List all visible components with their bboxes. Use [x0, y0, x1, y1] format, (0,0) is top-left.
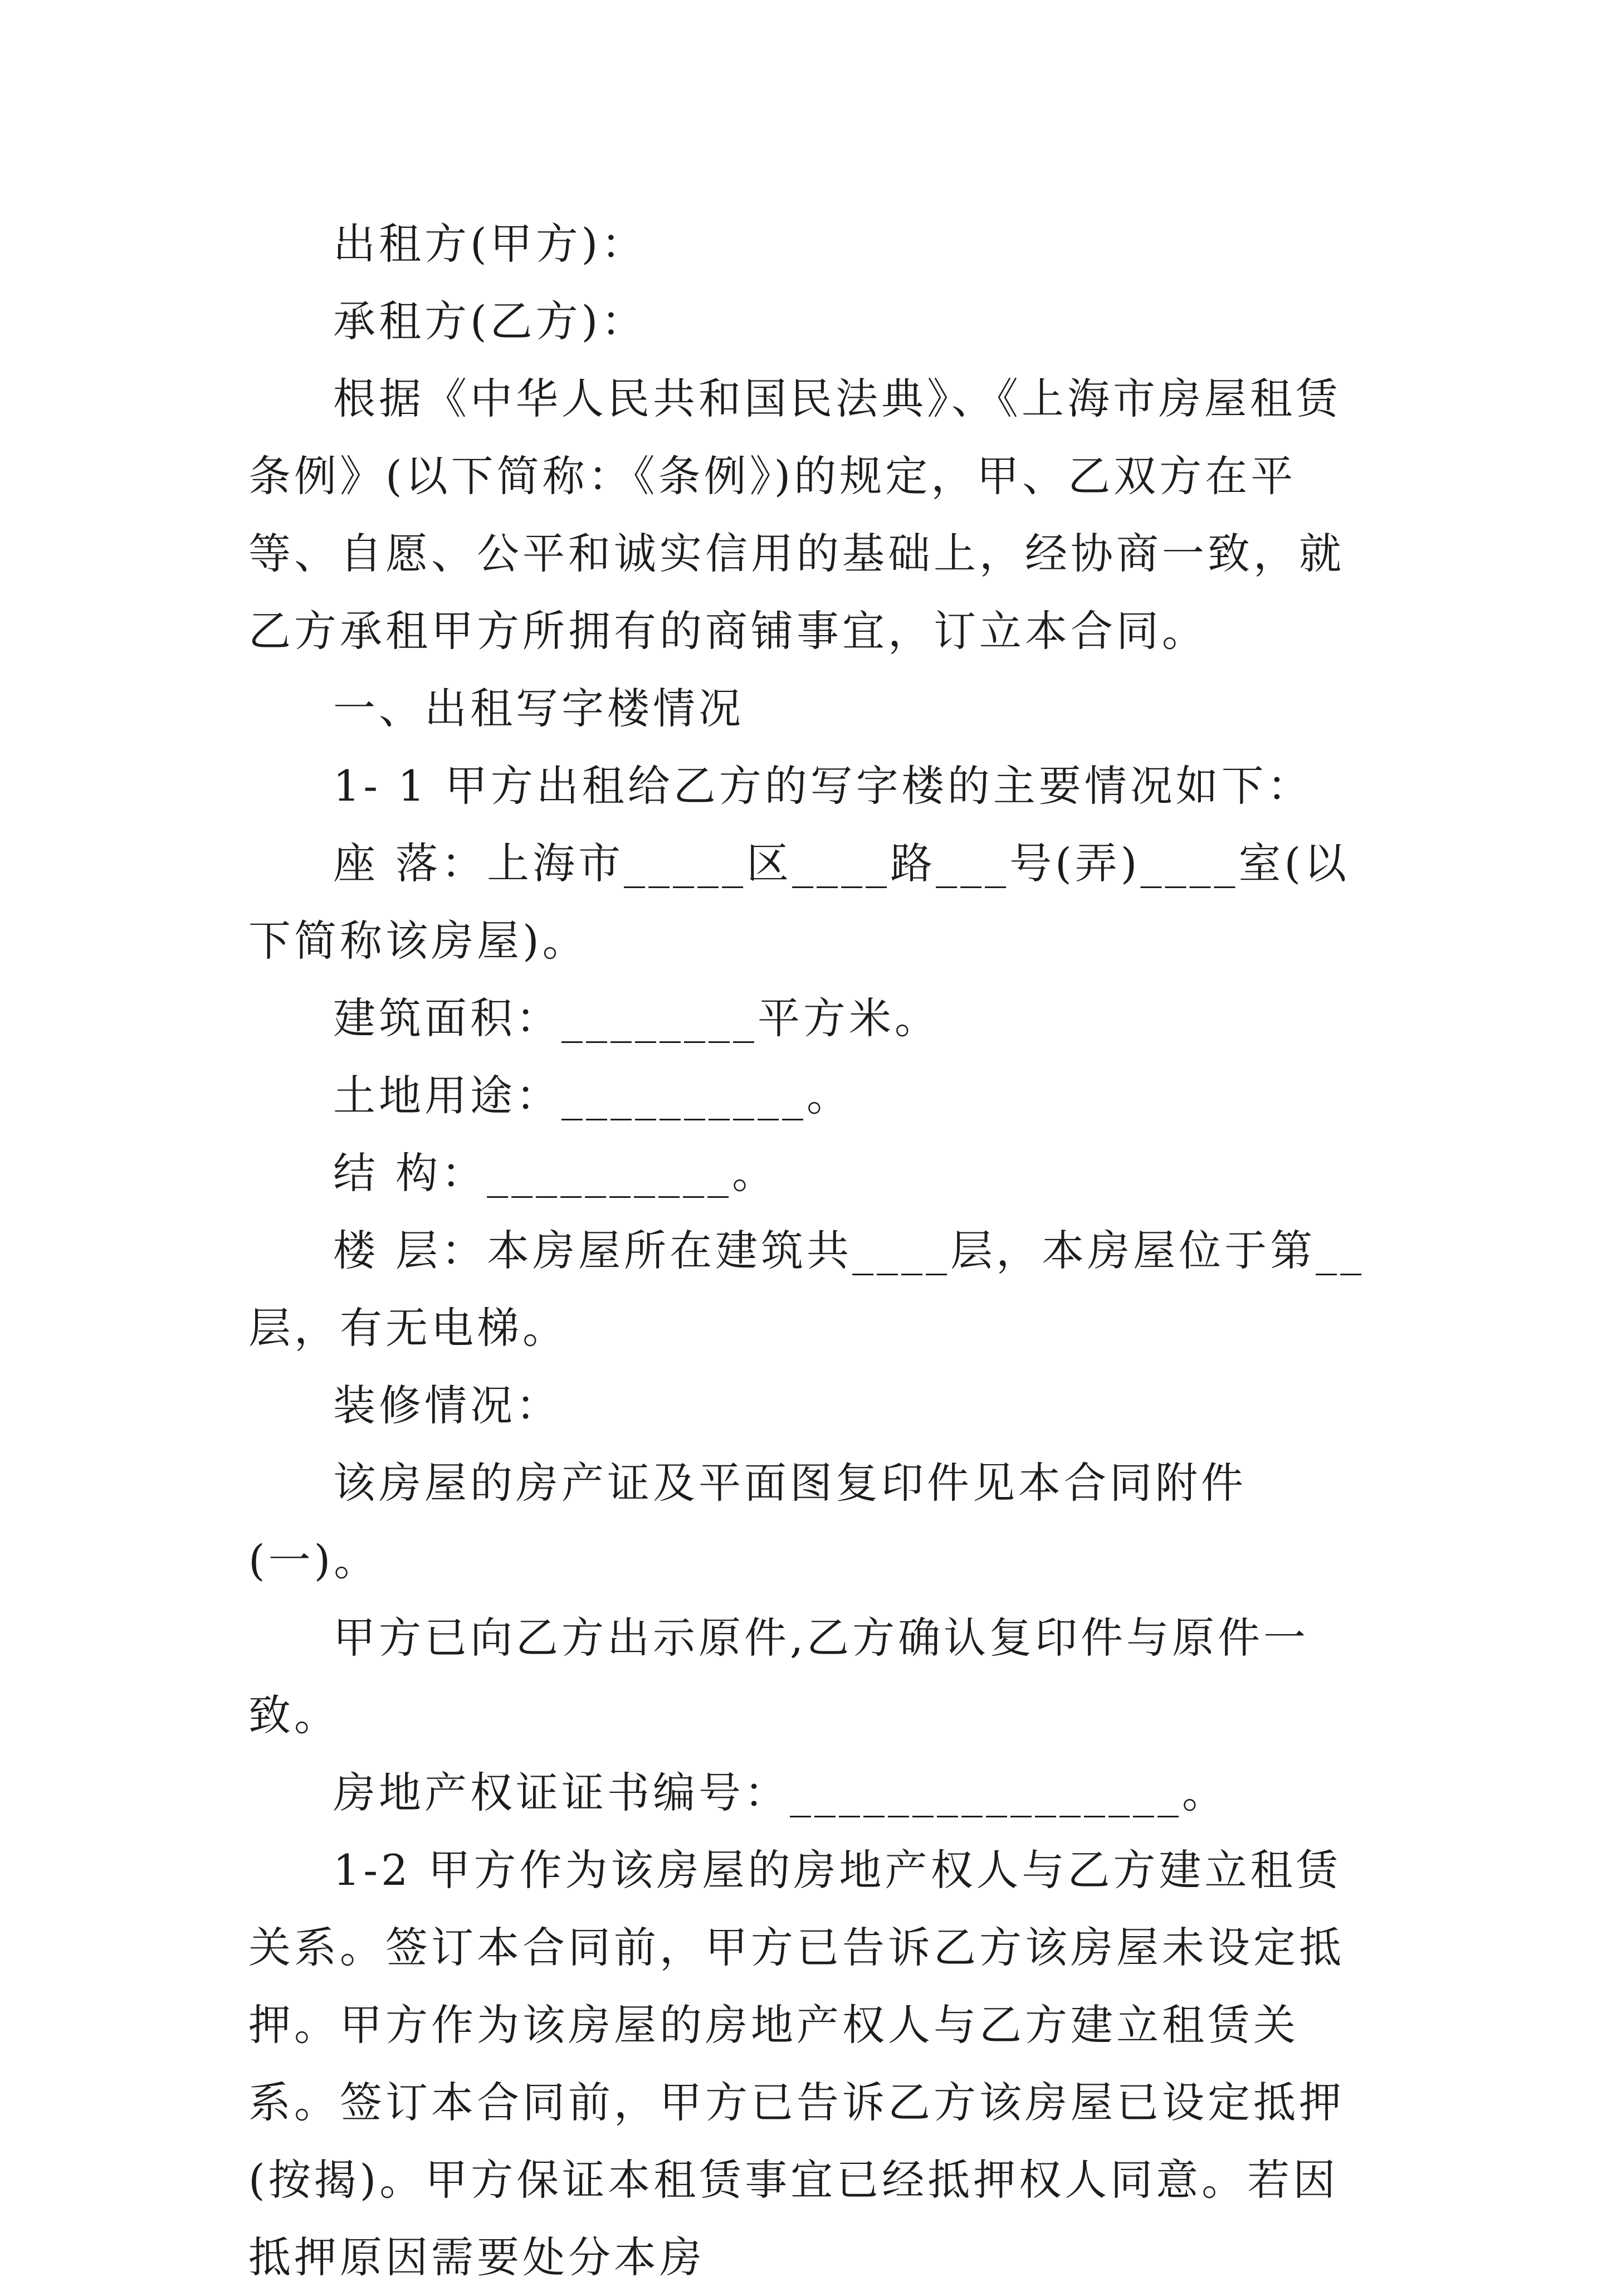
location-line: 座 落：上海市_____区____路___号(弄)____室(以下简称该房屋)。 — [248, 839, 1350, 966]
certificate-number-line: 房地产权证证书编号：________________。 — [333, 1768, 1228, 1817]
decoration-line: 装修情况： — [333, 1381, 561, 1430]
preamble-paragraph: 根据《中华人民共和国民法典》、《上海市房屋租赁条例》(以下简称：《条例》)的规定，甲、乙双方在平等、自愿、公平和诚实信用的基础上，经协商一致，就乙方承租甲方所拥有的商铺事宜，订立本合同。 — [248, 374, 1345, 656]
lessee-line: 承租方(乙方)： — [333, 296, 647, 346]
clause-1-2: 1-2 甲方作为该房屋的房地产权人与乙方建立租赁关系。签订本合同前，甲方已告诉乙方该房屋未设定抵押。甲方作为该房屋的房地产权人与乙方建立租赁关系。签订本合同前，甲方已告诉乙方该房屋已设定抵押(按揭)。甲方保证本租赁事宜已经抵押权人同意。若因抵押原因需要处分本房 — [248, 1845, 1345, 2282]
floor-line: 楼 层：本房屋所在建筑共____层，本房屋位于第__层，有无电梯。 — [248, 1226, 1365, 1353]
land-use-line: 土地用途：__________。 — [333, 1071, 852, 1120]
original-shown-line: 甲方已向乙方出示原件,乙方确认复印件与原件一致。 — [248, 1613, 1310, 1740]
clause-1-1: 1- 1 甲方出租给乙方的写字楼的主要情况如下： — [333, 761, 1313, 811]
lessor-line: 出租方(甲方)： — [333, 219, 647, 269]
section-heading-1: 一、出租写字楼情况 — [333, 684, 744, 733]
document-body — [248, 205, 1368, 2296]
structure-line: 结 构：__________。 — [333, 1148, 778, 1198]
floor-area-line: 建筑面积：________平方米。 — [333, 993, 940, 1043]
certificate-copy-line: 该房屋的房产证及平面图复印件见本合同附件(一)。 — [248, 1458, 1247, 1585]
